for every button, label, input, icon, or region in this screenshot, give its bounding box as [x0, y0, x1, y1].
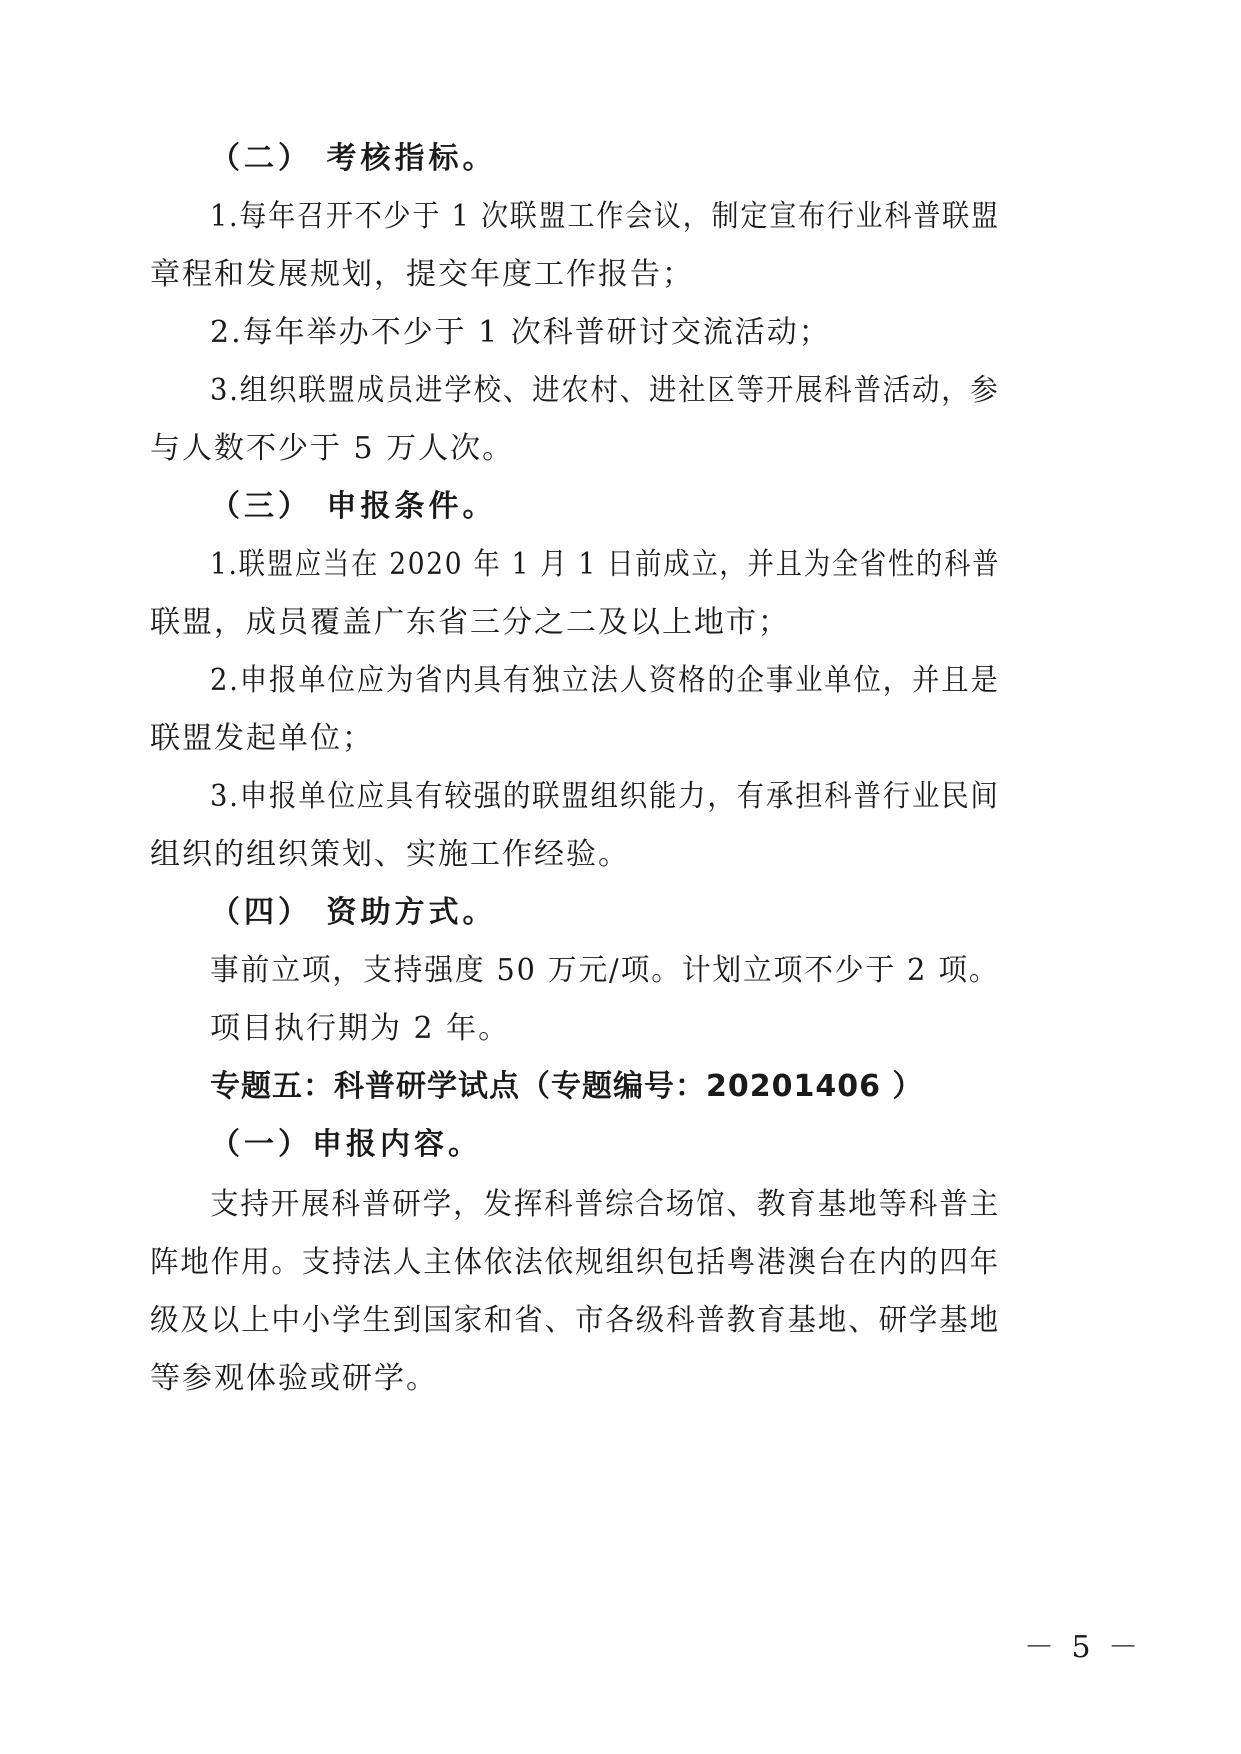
paragraph-line: 2.每年举办不少于 1 次科普研讨交流活动； — [210, 315, 831, 350]
paragraph-line: 项目执行期为 2 年。 — [210, 1011, 511, 1046]
paragraph-line: 联盟发起单位； — [150, 721, 374, 756]
topic-five-heading: （一）申报内容。 — [210, 1127, 482, 1162]
paragraph-line: 与人数不少于 5 万人次。 — [150, 431, 515, 466]
section-heading-conditions: （三） 申报条件。 — [210, 489, 497, 524]
paragraph-line: 支持开展科普研学，发挥科普综合场馆、教育基地等科普主 — [210, 1187, 1000, 1222]
paragraph-line: 联盟，成员覆盖广东省三分之二及以上地市； — [150, 605, 790, 640]
paragraph-line: 3.申报单位应具有较强的联盟组织能力，有承担科普行业民间 — [210, 779, 1000, 814]
paragraph-line: 2.申报单位应为省内具有独立法人资格的企事业单位，并且是 — [210, 663, 1000, 698]
paragraph-line: 3.组织联盟成员进学校、进农村、进社区等开展科普活动，参 — [210, 373, 1000, 408]
paragraph-line: 1.联盟应当在 2020 年 1 月 1 日前成立，并且为全省性的科普 — [210, 547, 1001, 582]
paragraph-line: 级及以上中小学生到国家和省、市各级科普教育基地、研学基地 — [150, 1303, 1000, 1338]
paragraph-line: 阵地作用。支持法人主体依法依规组织包括粤港澳台在内的四年 — [150, 1245, 1000, 1280]
page-number: － 5 － — [1024, 1630, 1143, 1665]
paragraph-line: 1.每年召开不少于 1 次联盟工作会议，制定宣布行业科普联盟 — [210, 199, 1000, 234]
section-heading-funding: （四） 资助方式。 — [210, 895, 497, 930]
topic-five-title: 专题五：科普研学试点（专题编号：20201406 ） — [210, 1069, 924, 1104]
paragraph-line: 组织的组织策划、实施工作经验。 — [150, 837, 630, 872]
paragraph-line: 等参观体验或研学。 — [150, 1361, 438, 1396]
section-heading-assessment: （二） 考核指标。 — [210, 141, 497, 176]
paragraph-line: 事前立项，支持强度 50 万元/项。计划立项不少于 2 项。 — [210, 953, 1000, 988]
paragraph-line: 章程和发展规划，提交年度工作报告； — [150, 257, 694, 292]
